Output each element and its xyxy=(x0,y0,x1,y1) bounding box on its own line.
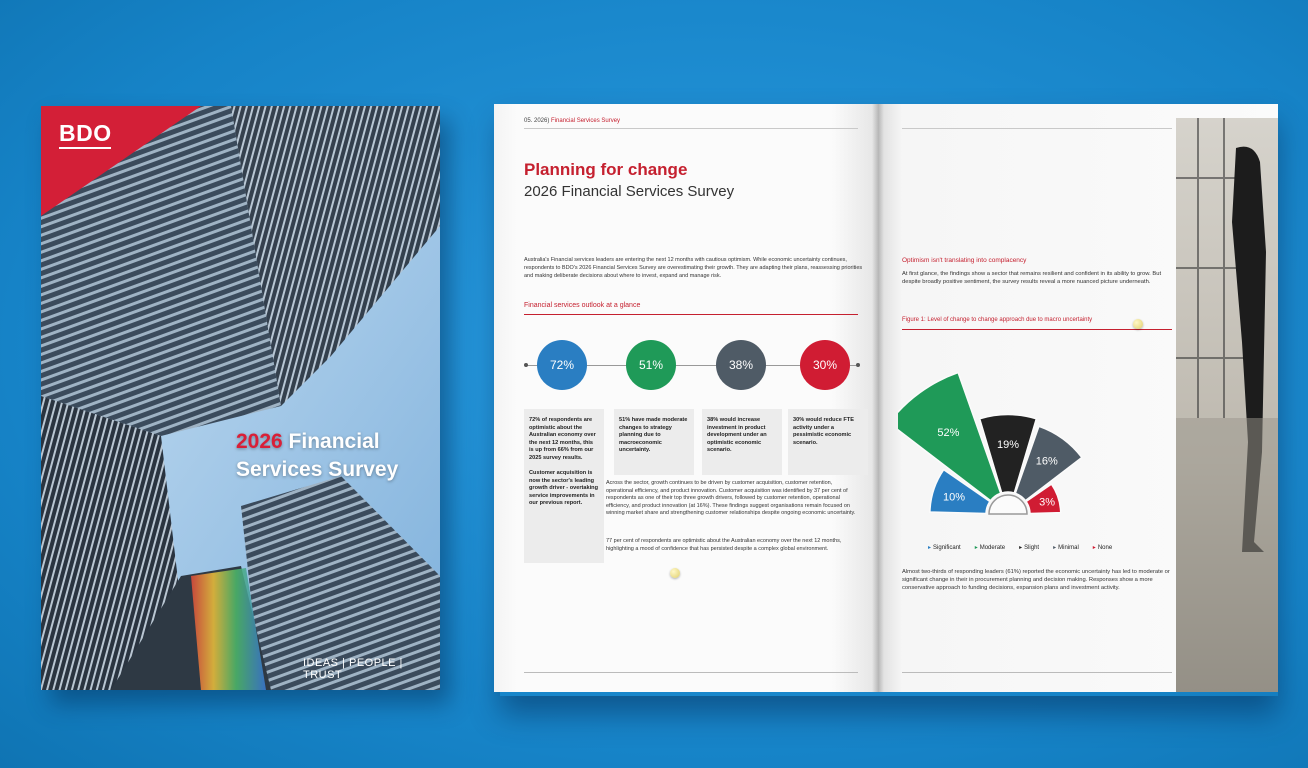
cover-title-rest: Financial xyxy=(282,430,380,453)
cover-skyscraper-image xyxy=(41,106,440,690)
connector-dot xyxy=(856,363,860,367)
left-page xyxy=(494,104,878,692)
stat-card-1 xyxy=(524,409,604,563)
stat-card-text: 72% of respondents are optimistic about the Australian economy over the next 12 months, this is up from 66% from our 2025 survey results. xyxy=(529,417,596,461)
stat-circle-investment: 38% xyxy=(716,340,766,390)
cover-title xyxy=(236,428,436,484)
stat-circle-optimistic: 72% xyxy=(537,340,587,390)
chart-data-label: 10% xyxy=(942,491,965,504)
stat-card-text: 30% would reduce FTE activity under a pessimistic economic scenario. xyxy=(793,417,854,446)
legend-marker-icon: ▸ xyxy=(974,545,978,551)
intro-paragraph: Australia's Financial services leaders are entering the next 12 months with cautious optimism. While economic uncertainty continues, respondents to BDO's 2026 Financial Services Survey are overestimating their growth. They are adapting their plans, reassessing priorities and making deliberate decisions about where to invest, expand and manage risk. xyxy=(524,257,863,279)
glance-rule xyxy=(524,314,858,315)
office-photo-image xyxy=(1176,118,1278,692)
legend-item xyxy=(975,544,1005,551)
stat-card-text: Customer acquisition is now the sector's leading growth driver - overtaking service improvements in our previous report. xyxy=(529,470,599,506)
footer-rule xyxy=(524,672,858,673)
connector-dot xyxy=(524,363,528,367)
chart-hub xyxy=(989,495,1027,514)
figure-commentary: Almost two-thirds of responding leaders (61%) reported the economic uncertainty has led to moderate or significant change in their in procurement planning and decision making. Responses show a more conservative approach to funding decisions, expansion plans and investment activity. xyxy=(902,569,1170,591)
cover-title-year: 2026 xyxy=(236,430,283,453)
legend-label: Slight xyxy=(1024,545,1040,551)
chart-data-label: 3% xyxy=(1039,496,1056,509)
level-of-change-chart xyxy=(898,344,1118,534)
chart-data-label: 52% xyxy=(937,426,960,439)
stat-card-2 xyxy=(614,409,694,475)
glance-title: Financial services outlook at a glance xyxy=(524,302,641,309)
stat-card-text: 38% would increase investment in product development under an optimistic economic scenario. xyxy=(707,417,767,453)
legend-item xyxy=(1019,544,1039,551)
right-page xyxy=(878,104,1278,692)
running-head-section: Financial Services Survey xyxy=(551,118,621,124)
bdo-logo: BDO xyxy=(59,120,112,146)
figure-title: Figure 1: Level of change to change approach due to macro uncertainty xyxy=(902,317,1093,323)
legend-label: Significant xyxy=(933,545,961,551)
brochure-spine xyxy=(872,104,884,692)
stat-card-3 xyxy=(702,409,782,475)
section-subheading: Optimism isn't translating into complacency xyxy=(902,257,1027,264)
chart-data-label: 16% xyxy=(1035,455,1058,468)
stat-card-text: 51% have made moderate changes to strategy planning due to macroeconomic uncertainty. xyxy=(619,417,688,453)
cover-title-line2: Services Survey xyxy=(236,458,399,481)
report-cover xyxy=(41,106,440,690)
legend-item xyxy=(1093,544,1112,551)
running-head-prefix: 05. 2026) xyxy=(524,118,550,124)
pin-marker xyxy=(670,568,680,578)
figure-rule xyxy=(902,329,1172,330)
page-heading: Planning for change xyxy=(524,160,688,179)
legend-label: None xyxy=(1097,545,1113,551)
legend-marker-icon: ▸ xyxy=(1092,545,1096,551)
running-head xyxy=(524,118,620,124)
legend-marker-icon: ▸ xyxy=(928,545,932,551)
header-rule xyxy=(524,128,858,129)
legend-marker-icon: ▸ xyxy=(1019,545,1023,551)
legend-label: Moderate xyxy=(979,545,1006,551)
logo-underline xyxy=(59,147,111,149)
legend-label: Minimal xyxy=(1058,545,1079,551)
header-rule xyxy=(902,128,1172,129)
body-paragraph-1: Across the sector, growth continues to be driven by customer acquisition, customer retention, operational efficiency, and product innovation. Customer acquisition was identified by 37 per cent of respondents as one of their top three growth drivers, followed by customer retention, operational efficiency, and product innovation (at 16%). These findings suggest organisations remain focused on winning market share and strengthening customer relationships despite ongoing economic uncertainty. xyxy=(606,480,856,516)
office-photo xyxy=(1176,118,1278,692)
legend-marker-icon: ▸ xyxy=(1053,545,1057,551)
body-paragraph-2: 77 per cent of respondents are optimistic about the Australian economy over the next 12 months, highlighting a mood of confidence that has persisted despite a complex global environment. xyxy=(606,538,842,552)
stat-circle-reduce-fte: 30% xyxy=(800,340,850,390)
chart-data-label: 19% xyxy=(996,439,1020,452)
footer-rule xyxy=(902,672,1172,673)
stat-circle-moderate-changes: 51% xyxy=(626,340,676,390)
section-paragraph: At first glance, the findings show a sector that remains resilient and confident in its ability to grow. But despite broadly positive sentiment, the survey results reveal a more nuanced picture underneath. xyxy=(902,271,1162,285)
stat-card-4 xyxy=(788,409,868,475)
page-subheading: 2026 Financial Services Survey xyxy=(524,183,735,200)
pin-marker xyxy=(1133,319,1143,329)
legend-item xyxy=(1053,544,1079,551)
cover-tagline: IDEAS | PEOPLE | TRUST xyxy=(303,657,403,681)
chart-legend xyxy=(928,544,1112,551)
legend-item xyxy=(928,544,961,551)
